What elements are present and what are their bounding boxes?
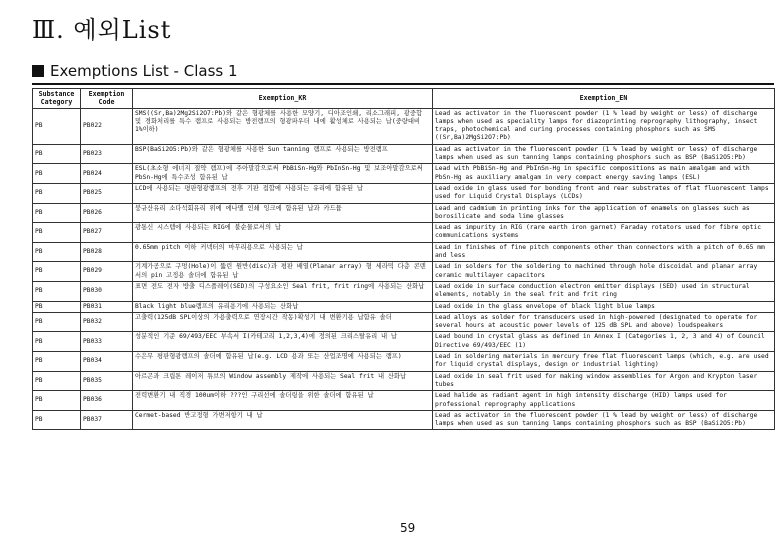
cell-exemption-code: PB031 [81,301,133,312]
cell-substance-category: PB [33,183,81,203]
section-subtitle [32,62,238,80]
cell-exemption-kr: LCD에 사용되는 평판형광램프의 전후 기판 접합에 사용되는 유리에 함유된 납 [133,183,433,203]
table-row [33,164,775,184]
header-substance-category: Substance Category [33,89,81,109]
table-row [33,301,775,312]
cell-exemption-kr: 기계가공으로 구멍(Hole)이 뚫린 원반(disc)과 평판 배열(Planar array) 형 세라믹 다층 콘덴서의 pin 고정용 솔더에 함유된 납 [133,262,433,282]
cell-exemption-en: Lead as activator in the fluorescent powder (1 % lead by weight or less) of discharge lamps when used as speciality lamps for diazoprinting reprography lithography, insect traps, photochemical and curing processes containing phosphors such as SMS ((Sr,Ba)2MgSi2O7:Pb) [433,108,775,144]
cell-exemption-kr: SMS((Sr,Ba)2Mg2Si2O7:Pb)와 같은 형광체를 사용한 모양기, 디아조인쇄, 리소그래피, 광중합 및 경화처리를 특수 램프로 사용되는 방전램프의 형광파우더 내에 활성체로 사용되는 납(중량대비 1%이하) [133,108,433,144]
cell-exemption-kr: BSP(BaSi2O5:Pb)와 같은 형광체를 사용한 Sun tanning 램프로 사용되는 방전램프 [133,144,433,164]
title-divider [32,83,774,85]
cell-exemption-en: Lead as activator in the fluorescent powder (1 % lead by weight or less) of discharge lamps when used as sun tanning lamps containing phosphors such as BSP (BaSi2O5:Pb) [433,144,775,164]
cell-substance-category: PB [33,281,81,301]
cell-exemption-code: PB035 [81,371,133,391]
cell-substance-category: PB [33,391,81,411]
cell-exemption-kr: 성분적인 기준 69/493/EEC 부속서 I(카테고리 1,2,3,4)에 정의된 크리스탈유리 내 납 [133,332,433,352]
table-row [33,281,775,301]
table-row [33,203,775,223]
cell-exemption-code: PB023 [81,144,133,164]
cell-exemption-code: PB025 [81,183,133,203]
cell-exemption-en: Lead oxide in seal frit used for making window assemblies for Argon and Krypton laser tubes [433,371,775,391]
cell-exemption-kr: 광통신 시스템에 사용되는 RIG에 불순물로서의 납 [133,223,433,243]
cell-exemption-kr: Black light blue램프의 유리용기에 사용되는 산화납 [133,301,433,312]
cell-exemption-kr: 수은무 평판형광램프의 솔더에 함유된 납(e.g. LCD 용과 또는 산업조명에 사용되는 램프) [133,352,433,372]
table-row [33,352,775,372]
header-exemption-kr: Exemption_KR [133,89,433,109]
cell-substance-category: PB [33,108,81,144]
cell-exemption-en: Lead alloys as solder for transducers used in high-powered (designated to operate for several hours at acoustic power levels of 125 dB SPL and above) loudspeakers [433,312,775,332]
table-row [33,262,775,282]
cell-substance-category: PB [33,410,81,430]
cell-exemption-code: PB036 [81,391,133,411]
cell-exemption-en: Lead oxide in the glass envelope of black light blue lamps [433,301,775,312]
cell-exemption-en: Lead halide as radiant agent in high intensity discharge (HID) lamps used for professional reprography applications [433,391,775,411]
cell-substance-category: PB [33,332,81,352]
cell-exemption-kr: 표면 전도 전자 방출 디스플레이(SED)의 구성요소인 Seal frit, frit ring에 사용되는 산화납 [133,281,433,301]
cell-exemption-kr: ESL(초소형 에너지 절약 램프)에 주아말감으로써 PbBiSn-Hg와 PbInSn-Hg 및 보조아말감으로써 PbSn-Hg에 특수조성 함유된 납 [133,164,433,184]
cell-exemption-en: Lead in solders for the soldering to machined through hole discoidal and planar array ceramic multilayer capacitors [433,262,775,282]
cell-exemption-code: PB028 [81,242,133,262]
cell-substance-category: PB [33,301,81,312]
cell-exemption-kr: 고출력(125dB SPL이상의 가용출력으로 연장시간 작동)확성기 내 변환기용 납함유 솔더 [133,312,433,332]
table-row [33,108,775,144]
cell-exemption-code: PB024 [81,164,133,184]
cell-exemption-en: Lead bound in crystal glass as defined in Annex I (Categories 1, 2, 3 and 4) of Council Directive 69/493/EEC (1) [433,332,775,352]
table-row [33,183,775,203]
cell-exemption-code: PB034 [81,352,133,372]
cell-exemption-code: PB029 [81,262,133,282]
cell-substance-category: PB [33,312,81,332]
table-row [33,410,775,430]
cell-substance-category: PB [33,223,81,243]
cell-substance-category: PB [33,164,81,184]
table-row [33,312,775,332]
cell-substance-category: PB [33,371,81,391]
header-exemption-en: Exemption_EN [433,89,775,109]
cell-exemption-en: Lead in soldering materials in mercury free flat fluorescent lamps (which, e.g. are used for liquid crystal displays, design or industrial lighting) [433,352,775,372]
cell-exemption-en: Lead oxide in glass used for bonding front and rear substrates of flat fluorescent lamps used for Liquid Crystal Displays (LCDs) [433,183,775,203]
cell-exemption-code: PB030 [81,281,133,301]
cell-substance-category: PB [33,144,81,164]
cell-exemption-code: PB033 [81,332,133,352]
cell-exemption-en: Lead oxide in surface conduction electron emitter displays (SED) used in structural elements, notably in the seal frit and frit ring [433,281,775,301]
cell-substance-category: PB [33,203,81,223]
cell-substance-category: PB [33,262,81,282]
table-row [33,391,775,411]
cell-exemption-code: PB027 [81,223,133,243]
cell-exemption-en: Lead in finishes of fine pitch components other than connectors with a pitch of 0.65 mm and less [433,242,775,262]
cell-exemption-kr: 아르곤과 크립톤 레이저 튜브의 Window assembly 제작에 사용되는 Seal frit 내 산화납 [133,371,433,391]
table-row [33,332,775,352]
table-row [33,144,775,164]
page-number: 59 [400,521,416,535]
exemptions-table [32,88,775,430]
cell-exemption-kr: 0.65mm pitch 이하 커넥터의 마무리용으로 사용되는 납 [133,242,433,262]
header-exemption-code: Exemption Code [81,89,133,109]
subtitle-text: Exemptions List - Class 1 [50,62,238,80]
cell-exemption-en: Lead with PbBiSn-Hg and PbInSn-Hg in specific compositions as main amalgam and with PbSn-Hg as auxiliary amalgam in very compact energy saving lamps (ESL) [433,164,775,184]
cell-exemption-code: PB026 [81,203,133,223]
table-row [33,223,775,243]
cell-exemption-kr: Cermet-based 반고정형 가변저항기 내 납 [133,410,433,430]
cell-exemption-code: PB022 [81,108,133,144]
cell-exemption-kr: 전력변환기 내 직경 100um이하 ???인 구리선에 솔더링을 위한 솔더에 함유된 납 [133,391,433,411]
table-row [33,242,775,262]
cell-exemption-en: Lead as activator in the fluorescent powder (1 % lead by weight or less) of discharge lamps when used as sun tanning lamps containing phosphors such as BSP (BaSi2O5:Pb) [433,410,775,430]
cell-substance-category: PB [33,352,81,372]
bullet-square-icon [32,65,44,77]
table-row [33,371,775,391]
cell-exemption-code: PB037 [81,410,133,430]
table-header-row [33,89,775,109]
cell-exemption-kr: 붕규산유리 소다석회유리 위에 에나멜 인쇄 잉크에 함유된 납과 카드뮴 [133,203,433,223]
page-title: Ⅲ. 예외List [32,16,172,44]
cell-exemption-en: Lead as impurity in RIG (rare earth iron garnet) Faraday rotators used for fibre optic communications systems [433,223,775,243]
cell-exemption-en: Lead and cadmium in printing inks for the application of enamels on glasses such as borosilicate and soda lime glasses [433,203,775,223]
cell-substance-category: PB [33,242,81,262]
cell-exemption-code: PB032 [81,312,133,332]
